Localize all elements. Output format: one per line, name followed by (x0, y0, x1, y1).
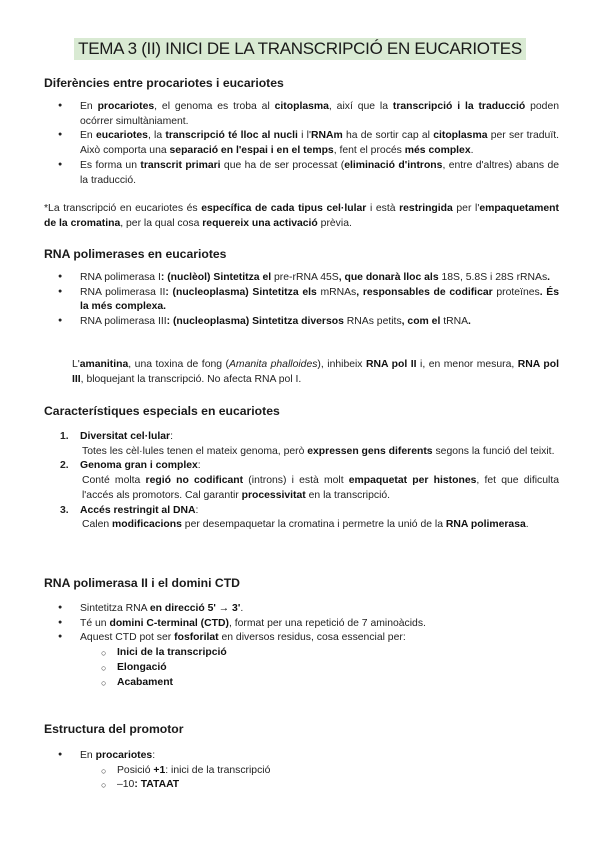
rich-text (80, 632, 406, 643)
item-label: Accés restringit al DNA (80, 504, 196, 516)
plain-text: RNAs petits (346, 316, 402, 328)
bold-text: procariotes (97, 101, 155, 112)
plain-text: , per la qual cosa (120, 217, 203, 229)
bold-text: específica de cada tipus cel·lular (201, 203, 367, 214)
bold-text: separació en l'espai i en el temps (169, 145, 334, 157)
rich-text (80, 160, 559, 186)
bullet-icon (58, 100, 70, 116)
circle-bullet-icon (101, 778, 106, 793)
plain-text: Posició (117, 764, 154, 776)
rich-text (72, 358, 559, 387)
plain-text: 18S, 5.8S i 28S rRNAs (441, 272, 548, 283)
plain-text: RNA polimerasa II (80, 286, 166, 298)
rich-text (80, 287, 559, 313)
plain-text: segons la funció del teixit. (432, 445, 555, 457)
plain-text: i l' (297, 130, 311, 142)
item-label: Diversitat cel·lular (80, 431, 171, 442)
section-polymerases-body (44, 271, 559, 330)
note-paragraph (44, 202, 559, 231)
rich-text (117, 765, 270, 776)
plain-text: que ha de ser processat ( (220, 159, 345, 171)
bold-text: empaquetament de la cromatina (44, 203, 559, 229)
plain-text: i, en menor mesura, (416, 359, 518, 370)
plain-text: Sintetitza RNA (80, 603, 150, 614)
bold-text: +1 (153, 764, 166, 776)
bold-text: amanitina (79, 359, 129, 370)
item-detail (44, 474, 559, 503)
list-item (44, 631, 559, 646)
bullet-icon (58, 315, 70, 331)
section-heading-polymerases: RNA polimerases en eucariotes (44, 247, 227, 261)
circle-bullet-icon (101, 646, 106, 661)
item-label: Genoma gran i complex (80, 460, 198, 472)
list-item (44, 602, 559, 617)
bullet-icon (58, 159, 70, 175)
italic-text: Amanita phalloides (229, 359, 318, 370)
bold-text: expressen gens diferents (307, 445, 433, 457)
rich-text (80, 618, 426, 629)
plain-text: poden ocórrer simultàniament. (80, 101, 560, 127)
bold-text: processivitat (241, 489, 306, 501)
plain-text: per l' (452, 203, 480, 214)
bold-text: citoplasma (433, 130, 488, 142)
sub-list-item (44, 764, 559, 779)
section-heading-promoter: Estructura del promotor (44, 722, 184, 736)
bold-text: RNA pol III (72, 359, 559, 385)
item-number: 3. (60, 504, 69, 516)
rich-text (80, 316, 471, 327)
bullet-icon (58, 749, 70, 765)
section-ctd-body (44, 602, 559, 690)
plain-text: , fent el procés (333, 145, 405, 157)
list-item (44, 159, 559, 188)
plain-text: , format per una repetició de 7 aminoàcids. (228, 617, 426, 629)
section-differences-body (44, 100, 559, 188)
section-heading-ctd: RNA polimerasa II i el domini CTD (44, 576, 240, 590)
rich-text (80, 603, 243, 614)
bold-text: , responsables de codificar (356, 286, 497, 298)
plain-text: : (152, 750, 156, 761)
bold-text: fosforilat (174, 632, 219, 644)
bold-text: : (nuclèol) Sintetitza el (160, 272, 275, 283)
item-colon: : (170, 431, 173, 442)
plain-text: en la transcripció. (305, 489, 391, 501)
section-features-body (44, 430, 559, 533)
bullet-icon (58, 617, 70, 633)
plain-text: i està (366, 203, 400, 214)
amanitin-note (44, 358, 559, 387)
plain-text: : inici de la transcripció (165, 764, 271, 776)
sub-list-item (44, 778, 559, 793)
plain-text: per desempaquetar la cromatina i permetre la unió de la (181, 519, 446, 531)
plain-text: , fet que dificulta l'accés als promotors. Cal garantir (82, 475, 559, 501)
bullet-icon (58, 286, 70, 302)
bold-text: domini C-terminal (CTD) (109, 617, 229, 629)
title-container (0, 38, 600, 60)
plain-text: , la (147, 130, 166, 142)
bold-text: empaquetat per histones (348, 475, 477, 487)
bold-text: restringida (399, 203, 453, 214)
bold-text: transcripció té lloc al nucli (165, 130, 298, 142)
bold-text: . És la més complexa. (80, 286, 559, 313)
bold-text: transcripció i la traducció (392, 101, 526, 112)
plain-text: . (525, 519, 529, 531)
bold-text: eliminació d'introns (344, 159, 443, 171)
list-item (44, 271, 559, 286)
section-heading-features: Característiques especials en eucariotes (44, 404, 280, 418)
page-title: TEMA 3 (II) INICI DE LA TRANSCRIPCIÓ EN EUCARIOTES (74, 38, 526, 60)
section-promoter-body (44, 749, 559, 793)
plain-text: (introns) i està molt (243, 475, 349, 487)
bold-text: : TATAAT (134, 779, 180, 791)
circle-bullet-icon (101, 661, 106, 676)
bullet-icon (58, 602, 70, 618)
bold-text: : (nucleoplasma) Sintetitza els (165, 286, 321, 298)
plain-text: proteïnes (496, 286, 540, 298)
plain-text: Conté molta (82, 475, 146, 487)
circle-bullet-icon (101, 676, 106, 691)
bold-text: RNAm (310, 130, 343, 142)
plain-text: En (80, 130, 96, 142)
plain-text: *La transcripció en eucariotes és (44, 203, 202, 214)
rich-text (117, 779, 179, 790)
plain-text: Es forma un (80, 159, 141, 171)
bold-text: RNA polimerasa (445, 519, 526, 531)
bullet-icon (58, 129, 70, 145)
plain-text: per ser traduït. Això comporta una (80, 130, 559, 157)
sub-item-label: Acabament (117, 676, 174, 688)
section-heading-differences: Diferències entre procariotes i eucariotes (44, 76, 284, 90)
sub-item-label: Inici de la transcripció (117, 647, 227, 659)
plain-text: En (80, 750, 96, 761)
list-item (44, 286, 559, 315)
sub-list-item (44, 661, 559, 676)
list-item (44, 749, 559, 764)
circle-bullet-icon (101, 764, 106, 779)
item-number: 1. (60, 431, 69, 442)
plain-text: , entre d'altres) abans de la traducció. (80, 159, 560, 186)
item-detail (44, 518, 559, 533)
bold-text: procariotes (95, 750, 153, 761)
plain-text: Calen (82, 519, 113, 531)
bold-text: , que donarà lloc als (338, 272, 442, 283)
bold-text: , com el (401, 316, 444, 328)
list-item (44, 315, 559, 330)
plain-text: –10 (117, 779, 135, 791)
rich-text (80, 101, 559, 127)
plain-text: Té un (80, 617, 110, 629)
item-number: 2. (60, 460, 69, 472)
list-item (44, 617, 559, 632)
list-item (44, 100, 559, 129)
rich-text (44, 202, 559, 231)
plain-text: RNA polimerasa III (80, 316, 167, 328)
list-item (44, 129, 559, 158)
plain-text: , una toxina de fong ( (128, 359, 229, 370)
plain-text: , bloquejant la transcripció. No afecta RNA pol I. (80, 373, 302, 385)
plain-text: pre-rRNA 45S (274, 272, 339, 283)
item-colon: : (197, 460, 201, 472)
plain-text: . (470, 145, 474, 157)
plain-text: RNA polimerasa I (80, 272, 161, 283)
plain-text: en diversos residus, cosa essencial per: (218, 632, 406, 644)
bold-text: eucariotes (95, 130, 148, 142)
bullet-icon (58, 271, 70, 287)
bullet-icon (58, 631, 70, 647)
bold-text: . (468, 316, 471, 328)
bold-text: transcrit primari (140, 159, 221, 171)
plain-text: , el genoma es troba al (154, 101, 275, 112)
bold-text: . (547, 272, 551, 283)
plain-text: ), inhibeix (317, 359, 367, 370)
plain-text: mRNAs (320, 286, 357, 298)
rich-text (80, 272, 550, 283)
plain-text: L' (72, 359, 80, 370)
plain-text: En (80, 101, 98, 112)
rich-text (80, 130, 559, 156)
plain-text: tRNA (443, 316, 469, 328)
item-colon: : (195, 504, 199, 516)
sub-list-item (44, 646, 559, 661)
plain-text: prèvia. (317, 217, 352, 229)
sub-list-item (44, 676, 559, 691)
item-detail (44, 445, 559, 460)
sub-item-label: Elongació (117, 661, 167, 673)
bold-text: en direcció 5' → 3' (149, 603, 241, 614)
numbered-item (44, 430, 559, 445)
bold-text: citoplasma (274, 101, 329, 112)
plain-text: . (240, 603, 244, 614)
bold-text: regió no codificant (145, 475, 244, 487)
bold-text: modificacions (112, 519, 182, 531)
numbered-item (44, 504, 559, 519)
bold-text: RNA pol II (366, 359, 417, 370)
numbered-item (44, 459, 559, 474)
bold-text: : (nucleoplasma) Sintetitza diversos (166, 316, 347, 328)
bold-text: més complex (404, 145, 471, 157)
plain-text: Totes les cèl·lules tenen el mateix genoma, però (82, 445, 308, 457)
plain-text: ha de sortir cap al (342, 130, 434, 142)
rich-text (80, 750, 155, 761)
plain-text: , així que la (328, 101, 393, 112)
bold-text: requereix una activació (202, 217, 318, 229)
plain-text: Aquest CTD pot ser (80, 632, 175, 644)
